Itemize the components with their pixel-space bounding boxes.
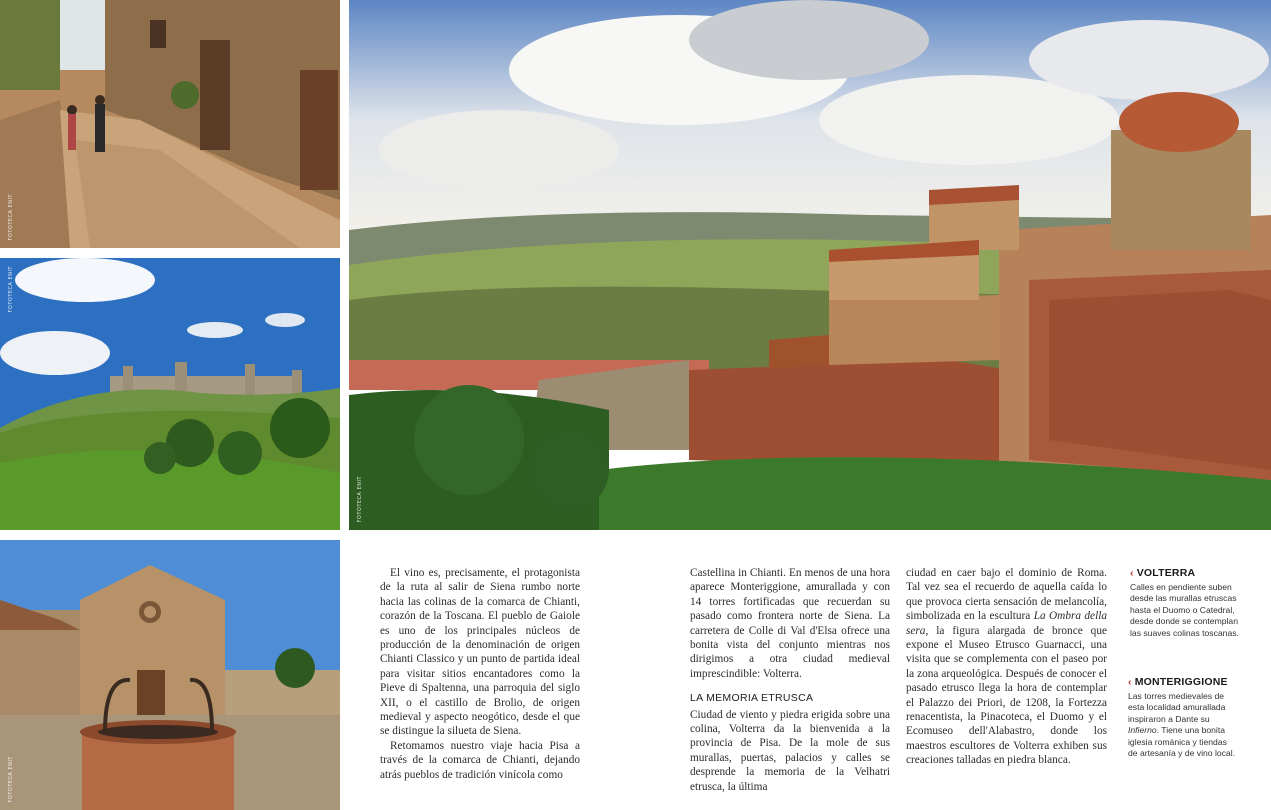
- sculpture-title: La Ombra della sera: [906, 610, 1107, 637]
- caption-arrow-icon: ‹: [1128, 676, 1132, 688]
- article-column-3: [906, 566, 1107, 768]
- caption-title: VOLTERRA: [1136, 567, 1196, 579]
- photo-street: [0, 0, 340, 248]
- caption-title: MONTERIGGIONE: [1134, 676, 1228, 688]
- photo-church: [0, 540, 340, 810]
- article-paragraph: Castellina in Chianti. En menos de una hora aparece Monteriggione, amurallada y con 14 torres fortificadas que recuerdan su pasado como frontera norte de Siena. La carretera de Colle di Val d'Elsa ofrece una bonita vista del conjunto mientras nos dirigimos a otra ciudad medieval imprescindible: Volterra.: [690, 567, 890, 680]
- article-paragraph: ciudad en caer bajo el dominio de Roma. Tal vez sea el recuerdo de aquella caída lo que provoca cierta sensación de melancolía, simbolizada en la escultura La Ombra della sera, la figura alargada de bronce que expone el Museo Etrusco Guarnacci, una visita que se complementa con el paseo por la zona arqueológica. Después de conocer el pasado etrusco llega la hora de contemplar el Palazzo dei Priori, de 1208, la Fortezza renacentista, la Pinacoteca, el Duomo y el Ecomuseo dell'Alabastro, donde los maestros escultores de Volterra exhiben sus creaciones talladas en piedra blanca.: [906, 567, 1107, 767]
- caption-monteriggione: [1128, 676, 1238, 759]
- photo-credit: FOTOTECA ENIT: [8, 193, 14, 240]
- section-heading: LA MEMORIA ETRUSCA: [690, 692, 814, 705]
- caption-volterra: [1130, 567, 1240, 639]
- article-paragraph: Retomamos nuestro viaje hacia Pisa a través de la comarca de Chianti, dejando atrás pueblos de tradición vinícola como: [380, 739, 580, 781]
- caption-text: Calles en pendiente suben desde las murallas etruscas hasta el Duomo o Catedral, desde donde se contemplan las suaves colinas toscanas.: [1130, 582, 1239, 638]
- caption-text: Las torres medievales de esta localidad amurallada inspiraron a Dante su Infierno. Tiene una bonita iglesia románica y tiendas de artesanía y de vino local.: [1128, 691, 1236, 759]
- article-column-2: [690, 566, 890, 794]
- photo-credit: FOTOTECA ENIT: [8, 266, 14, 313]
- article-paragraph: El vino es, precisamente, el protagonista de la ruta al salir de Siena rumbo norte hacia las colinas de la comarca de Chianti, corazón de la Toscana. El pueblo de Gaiole es uno de los principales núcleos de producción de la denominación de origen Chianti Classico y un punto de partida ideal para visitar sitios encantadores como la Pieve di Spaltenna, una parroquia del siglo XII, o el castillo de Brolio, de origen medieval y aspecto neogótico, desde el que se distingue la silueta de Siena.: [380, 567, 580, 738]
- photo-volterra: [349, 0, 1271, 530]
- article-paragraph: Ciudad de viento y piedra erigida sobre una colina, Volterra da la bienvenida a la provincia de Pisa. De la mole de sus murallas, puertas, palacios y calles se desprende la memoria de la Velhatri etrusca, la última: [690, 708, 890, 793]
- photo-castle: [0, 258, 340, 530]
- photo-credit: FOTOTECA ENIT: [8, 755, 14, 802]
- article-column-1: [380, 566, 580, 782]
- photo-credit: FOTOTECA ENIT: [357, 475, 363, 522]
- caption-arrow-icon: ‹: [1130, 567, 1134, 579]
